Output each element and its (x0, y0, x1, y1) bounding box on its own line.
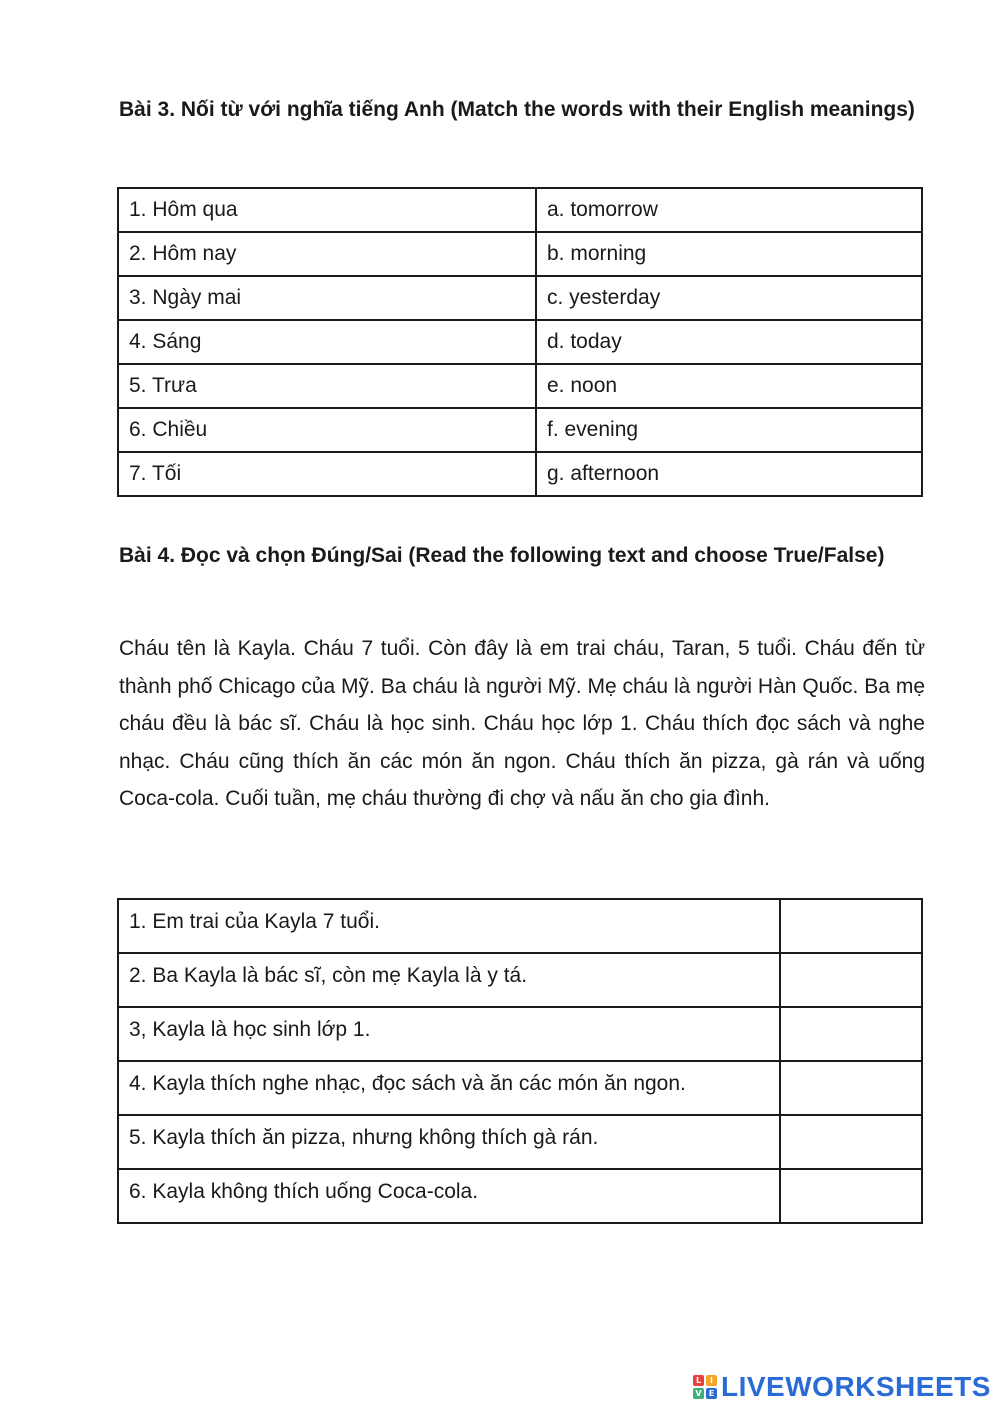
match-word-vi: 1. Hôm qua (118, 188, 536, 232)
match-meaning-en: g. afternoon (536, 452, 922, 496)
match-table (117, 187, 923, 497)
statement-text: 3, Kayla là học sinh lớp 1. (118, 1007, 780, 1061)
match-word-vi: 2. Hôm nay (118, 232, 536, 276)
statement-row (118, 899, 922, 953)
statement-text: 4. Kayla thích nghe nhạc, đọc sách và ăn các món ăn ngon. (118, 1061, 780, 1115)
match-row (118, 276, 922, 320)
statement-row (118, 953, 922, 1007)
statement-row (118, 1115, 922, 1169)
match-word-vi: 5. Trưa (118, 364, 536, 408)
match-row (118, 188, 922, 232)
match-meaning-en: c. yesterday (536, 276, 922, 320)
logo-mark-icon (693, 1375, 717, 1399)
answer-box[interactable] (780, 1115, 922, 1169)
match-row (118, 452, 922, 496)
match-word-vi: 3. Ngày mai (118, 276, 536, 320)
logo-mark-l: L (693, 1375, 704, 1386)
match-row (118, 408, 922, 452)
statement-text: 6. Kayla không thích uống Coca-cola. (118, 1169, 780, 1223)
match-word-vi: 4. Sáng (118, 320, 536, 364)
match-row (118, 364, 922, 408)
statement-row (118, 1169, 922, 1223)
match-meaning-en: e. noon (536, 364, 922, 408)
liveworksheets-logo (693, 1371, 991, 1402)
match-row (118, 232, 922, 276)
answer-box[interactable] (780, 1061, 922, 1115)
statement-row (118, 1061, 922, 1115)
exercise4-heading: Bài 4. Đọc và chọn Đúng/Sai (Read the following text and choose True/False) (119, 544, 885, 567)
statement-text: 5. Kayla thích ăn pizza, nhưng không thích gà rán. (118, 1115, 780, 1169)
reading-passage: Cháu tên là Kayla. Cháu 7 tuổi. Còn đây là em trai cháu, Taran, 5 tuổi. Cháu đến từ thành phố Chicago của Mỹ. Ba cháu là người Mỹ. Mẹ cháu là người Hàn Quốc. Ba mẹ cháu đều là bác sĩ. Cháu là học sinh. Cháu học lớp 1. Cháu thích đọc sách và nghe nhạc. Cháu cũng thích ăn các món ăn ngon. Cháu thích ăn pizza, gà rán và uống Coca-cola. Cuối tuần, mẹ cháu thường đi chợ và nấu ăn cho gia đình. (119, 637, 925, 811)
true-false-table (117, 898, 923, 1224)
logo-mark-v: V (693, 1388, 704, 1399)
match-row (118, 320, 922, 364)
match-meaning-en: f. evening (536, 408, 922, 452)
statement-row (118, 1007, 922, 1061)
match-meaning-en: b. morning (536, 232, 922, 276)
exercise3-heading: Bài 3. Nối từ với nghĩa tiếng Anh (Match the words with their English meanings) (119, 98, 915, 121)
match-word-vi: 6. Chiều (118, 408, 536, 452)
match-meaning-en: a. tomorrow (536, 188, 922, 232)
answer-box[interactable] (780, 953, 922, 1007)
match-word-vi: 7. Tối (118, 452, 536, 496)
match-meaning-en: d. today (536, 320, 922, 364)
answer-box[interactable] (780, 1007, 922, 1061)
logo-mark-i: I (706, 1375, 717, 1386)
answer-box[interactable] (780, 1169, 922, 1223)
statement-text: 2. Ba Kayla là bác sĩ, còn mẹ Kayla là y tá. (118, 953, 780, 1007)
logo-text: LIVEWORKSHEETS (721, 1371, 991, 1402)
logo-mark-e: E (706, 1388, 717, 1399)
answer-box[interactable] (780, 899, 922, 953)
statement-text: 1. Em trai của Kayla 7 tuổi. (118, 899, 780, 953)
